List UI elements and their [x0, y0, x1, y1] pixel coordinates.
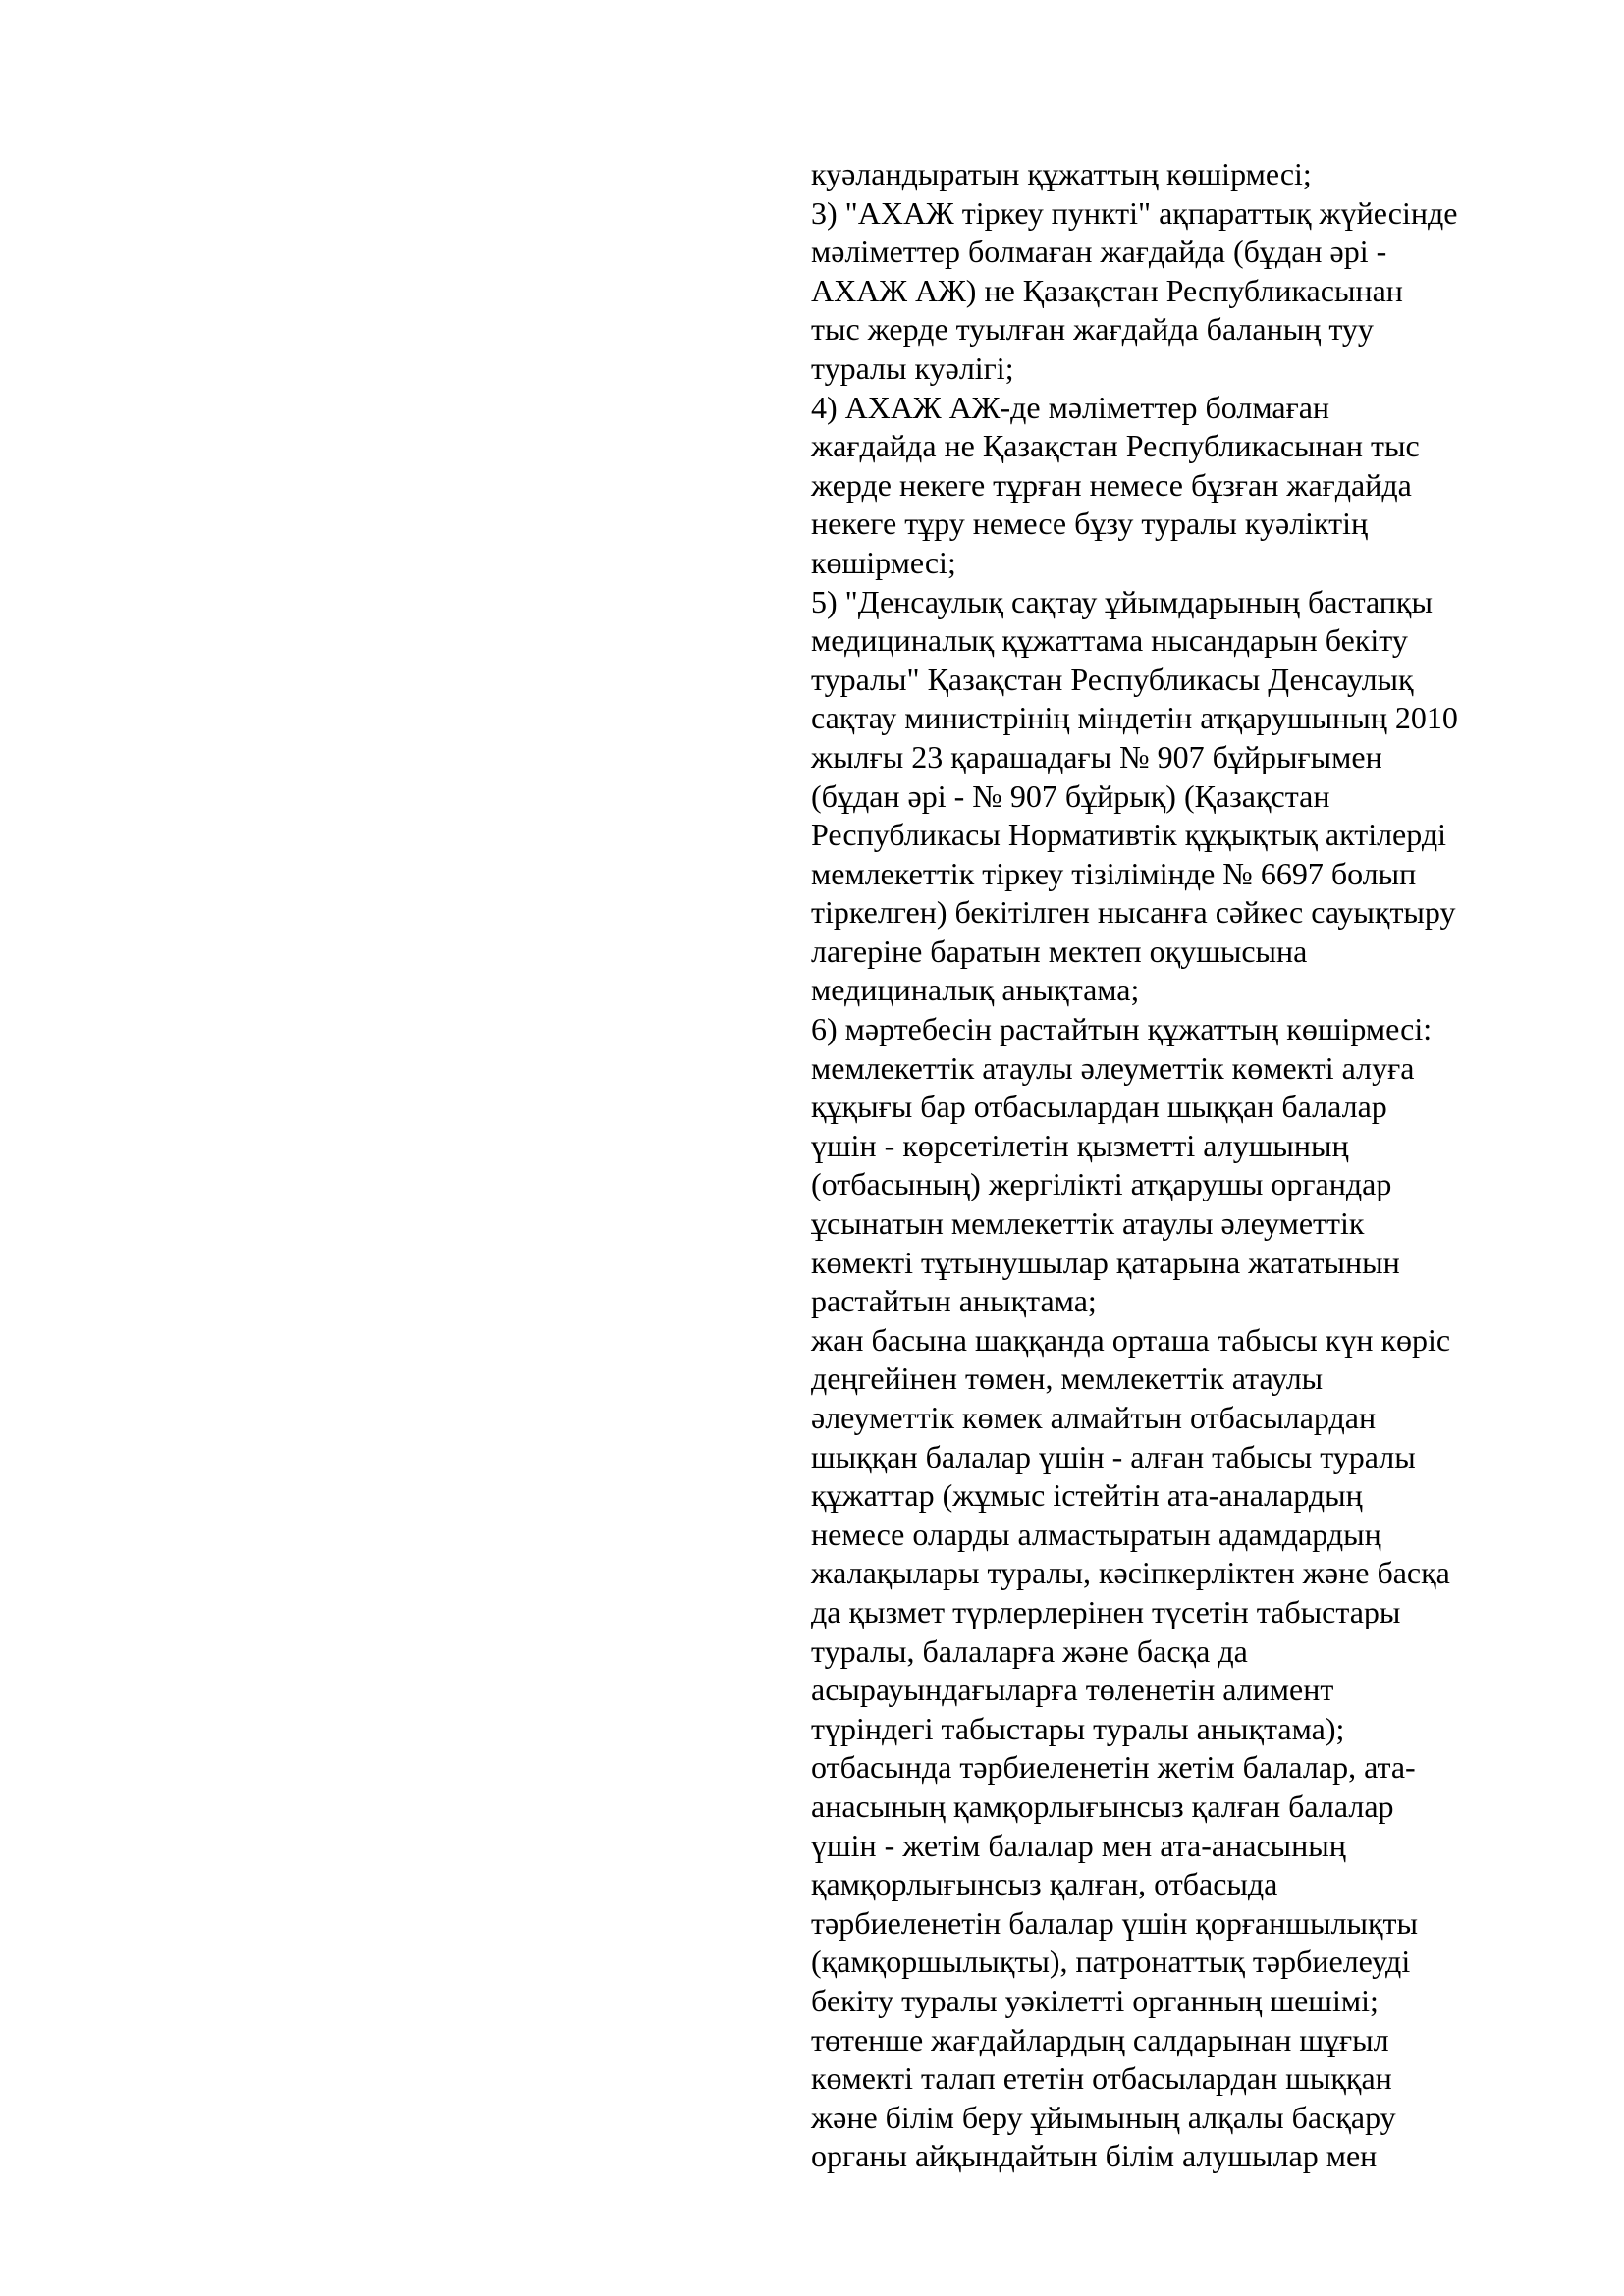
- text-line: бекіту туралы уәкілетті органның шешімі;: [811, 1982, 1379, 2018]
- text-line: әлеуметтік көмек алмайтын отбасылардан: [811, 1400, 1377, 1435]
- text-line: медициналық құжаттама нысандарын бекіту: [811, 622, 1408, 659]
- text-line: көшірмесі;: [811, 544, 956, 580]
- text-line: шыққан балалар үшін - алған табысы туралы: [811, 1438, 1416, 1474]
- text-line: мемлекеттік тіркеу тізілімінде № 6697 болып: [811, 855, 1417, 891]
- text-line: медициналық анықтама;: [811, 972, 1140, 1008]
- text-line: және білім беру ұйымының алқалы басқару: [811, 2099, 1396, 2135]
- text-line: (қамқоршылықты), патронаттық тәрбиелеуді: [811, 1944, 1411, 1980]
- text-line: (бұдан әрі - № 907 бұйрық) (Қазақстан: [811, 777, 1330, 814]
- text-line: тәрбиеленетін балалар үшін қорғаншылықты: [811, 1904, 1418, 1941]
- text-line: Республикасы Нормативтік құқықтық актілерді: [811, 817, 1446, 853]
- text-line: құжаттар (жұмыс істейтін ата-аналардың: [811, 1477, 1363, 1514]
- text-line: құқығы бар отбасылардан шыққан балалар: [811, 1089, 1387, 1125]
- text-line: көмекті тұтынушылар қатарына жататынын: [811, 1244, 1400, 1280]
- text-line: некеге тұру немесе бұзу туралы куәліктің: [811, 506, 1369, 542]
- text-line: туралы" Қазақстан Республикасы Денсаулық: [811, 661, 1414, 697]
- text-line: да қызмет түрлерлерінен түсетін табыстары: [811, 1593, 1401, 1629]
- text-line: тыс жерде туылған жағдайда баланың туу: [811, 311, 1374, 347]
- text-line: 6) мәртебесін растайтын құжаттың көшірмесі:: [811, 1011, 1433, 1047]
- text-line: 3) "АХАЖ тіркеу пункті" ақпараттық жүйесінде: [811, 194, 1458, 231]
- text-line: АХАЖ АЖ) не Қазақстан Республикасынан: [811, 272, 1403, 308]
- text-line: түріндегі табыстары туралы анықтама);: [811, 1710, 1345, 1746]
- text-line: көмекті талап ететін отбасылардан шыққан: [811, 2060, 1392, 2097]
- text-line: мемлекеттік атаулы әлеуметтік көмекті алуға: [811, 1049, 1415, 1086]
- text-line: 5) "Денсаулық сақтау ұйымдарының бастапқы: [811, 583, 1433, 619]
- text-line: үшін - жетім балалар мен ата-анасының: [811, 1827, 1346, 1863]
- text-line: куәландыратын құжаттың көшірмесі;: [811, 156, 1312, 191]
- text-line: туралы, балаларға және басқа да: [811, 1632, 1248, 1669]
- text-line: сақтау министрінің міндетін атқарушының 2010: [811, 700, 1458, 736]
- document-text-column: [811, 155, 1498, 2176]
- text-line: үшін - көрсетілетін қызметті алушының: [811, 1127, 1349, 1163]
- text-line: ұсынатын мемлекеттік атаулы әлеуметтік: [811, 1205, 1365, 1242]
- text-line: жерде некеге тұрған немесе бұзған жағдайда: [811, 466, 1412, 503]
- text-line: деңгейінен төмен, мемлекеттік атаулы: [811, 1361, 1324, 1397]
- text-line: отбасында тәрбиеленетін жетім балалар, ата-: [811, 1749, 1416, 1786]
- text-line: органы айқындайтын білім алушылар мен: [811, 2138, 1378, 2174]
- text-line: қамқорлығынсыз қалған, отбасыда: [811, 1866, 1278, 1902]
- text-line: анасының қамқорлығынсыз қалған балалар: [811, 1788, 1394, 1824]
- text-line: мәліметтер болмаған жағдайда (бұдан әрі -: [811, 234, 1387, 270]
- text-line: туралы куәлігі;: [811, 349, 1014, 386]
- text-line: асырауындағыларға төленетін алимент: [811, 1672, 1334, 1708]
- text-line: төтенше жағдайлардың салдарынан шұғыл: [811, 2021, 1389, 2057]
- text-line: лагеріне баратын мектеп оқушысына: [811, 933, 1308, 969]
- text-line: жағдайда не Қазақстан Республикасынан тыс: [811, 428, 1420, 464]
- text-line: (отбасының) жергілікті атқарушы органдар: [811, 1166, 1392, 1202]
- text-line: 4) АХАЖ АЖ-де мәліметтер болмаған: [811, 389, 1330, 425]
- text-line: жан басына шаққанда орташа табысы күн көріс: [811, 1321, 1451, 1358]
- text-line: тіркелген) бекітілген нысанға сәйкес сауықтыру: [811, 894, 1456, 931]
- text-line: растайтын анықтама;: [811, 1283, 1097, 1319]
- text-line: жылғы 23 қарашадағы № 907 бұйрығымен: [811, 738, 1382, 774]
- text-line: немесе оларды алмастыратын адамдардың: [811, 1516, 1381, 1552]
- text-line: жалақылары туралы, кәсіпкерліктен және басқа: [811, 1555, 1450, 1591]
